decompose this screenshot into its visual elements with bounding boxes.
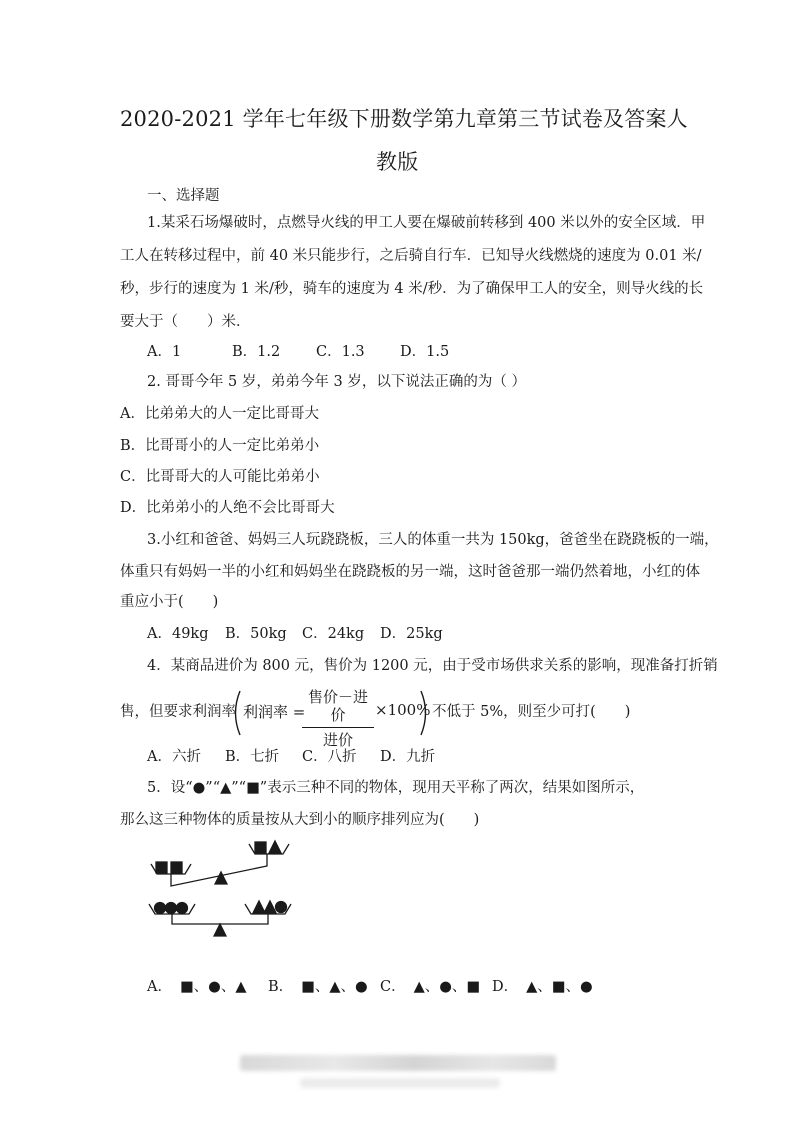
q1-option-c: C．1.3 — [316, 344, 365, 360]
q2-option-c: C．比哥哥大的人可能比弟弟小 — [120, 469, 320, 485]
right-paren — [419, 690, 431, 736]
blurred-watermark — [240, 1055, 556, 1071]
page-title-line-1: 2020-2021 学年七年级下册数学第九章第三节试卷及答案人 — [120, 107, 688, 131]
page-title-line-2: 教版 — [376, 150, 419, 174]
balance-1-fulcrum — [215, 872, 227, 884]
formula-percent: ×100% — [375, 701, 431, 719]
formula-lhs: 利润率 = — [243, 703, 306, 721]
q5-option-d — [492, 977, 593, 997]
q3-option-b: B．50kg — [225, 626, 287, 642]
q5-option-b-letter: B． — [268, 979, 294, 995]
q4-line-2-prefix: 售，但要求利润率 — [120, 704, 236, 720]
fraction-bar — [302, 727, 374, 728]
square-shape — [255, 842, 266, 853]
balance-2-fulcrum — [214, 924, 226, 936]
q3-line-2: 体重只有妈妈一半的小红和妈妈坐在跷跷板的另一端，这时爸爸那一端仍然着地，小红的体 — [120, 564, 700, 580]
q4-line-1: 4．某商品进价为 800 元，售价为 1200 元，由于受市场供求关系的影响，现准备打折销 — [147, 658, 718, 674]
q5-option-a — [147, 977, 247, 997]
triangle-shape — [264, 901, 276, 913]
q4-line-2-suffix: 不低于 5%，则至少可打( ) — [432, 704, 631, 720]
q5-option-c-value: ▲、●、■ — [413, 979, 481, 995]
formula-denominator: 进价 — [322, 731, 353, 749]
q2-option-d: D．比弟弟小的人绝不会比哥哥大 — [120, 500, 335, 516]
q4-option-a: A．六折 — [147, 749, 201, 765]
q3-option-c: C．24kg — [302, 626, 365, 642]
circle-shape — [177, 903, 188, 914]
q5-line-2: 那么这三种物体的质量按从大到小的顺序排列应为( ) — [120, 812, 480, 828]
formula-numerator: 售价－进价 — [307, 688, 368, 724]
q3-line-1: 3.小红和爸爸、妈妈三人玩跷跷板，三人的体重一共为 150kg，爸爸坐在跷跷板的一端， — [147, 532, 719, 548]
q5-option-c — [380, 977, 480, 997]
q2-option-b: B．比哥哥小的人一定比弟弟小 — [120, 438, 320, 454]
q3-option-d: D．25kg — [380, 626, 443, 642]
triangle-shape — [253, 901, 265, 913]
balance-figure — [145, 832, 305, 942]
q1-option-d: D．1.5 — [400, 344, 450, 360]
left-paren — [230, 690, 242, 736]
balance-2-beam — [172, 914, 268, 924]
q2-stem: 2. 哥哥今年 5 岁，弟弟今年 3 岁，以下说法正确的为（ ） — [147, 374, 526, 390]
q5-line-1: 5．设“●”“▲”“■”表示三种不同的物体，现用天平称了两次，结果如图所示， — [147, 780, 645, 796]
circle-shape — [155, 903, 166, 914]
q1-line-2: 工人在转移过程中，前 40 米只能步行，之后骑自行车．已知导火线燃烧的速度为 0.01 米/ — [120, 248, 702, 264]
q5-option-b — [268, 977, 368, 997]
q4-option-c: C．八折 — [302, 749, 357, 765]
q2-option-a: A．比弟弟大的人一定比哥哥大 — [120, 406, 319, 422]
q5-option-d-letter: D． — [492, 979, 519, 995]
q5-option-a-value: ■、●、▲ — [179, 979, 247, 995]
q5-option-d-value: ▲、■、● — [526, 979, 593, 995]
square-shape — [171, 862, 182, 873]
square-shape — [156, 862, 167, 873]
q5-option-b-value: ■、▲、● — [301, 979, 368, 995]
q3-option-a: A．49kg — [147, 626, 209, 642]
section-heading: 一、选择题 — [147, 188, 220, 204]
circle-shape — [166, 903, 177, 914]
formula-fraction — [302, 688, 374, 749]
q1-line-1: 1.某采石场爆破时，点燃导火线的甲工人要在爆破前转移到 400 米以外的安全区域．甲 — [147, 215, 706, 231]
q1-option-b: B．1.2 — [232, 344, 281, 360]
blurred-watermark-secondary — [300, 1078, 500, 1088]
balance-1 — [151, 841, 289, 886]
q1-option-a: A．1 — [147, 344, 182, 360]
circle-shape — [276, 902, 287, 913]
q4-option-d: D．九折 — [380, 749, 436, 765]
q3-line-3: 重应小于( ) — [120, 594, 219, 610]
q5-option-c-letter: C． — [380, 979, 406, 995]
q5-option-a-letter: A． — [147, 979, 172, 995]
q4-option-b: B．七折 — [225, 749, 280, 765]
q1-line-3: 秒，步行的速度为 1 米/秒，骑车的速度为 4 米/秒．为了确保甲工人的安全，则导火线的长 — [120, 281, 704, 297]
triangle-shape — [269, 841, 281, 853]
q1-line-4: 要大于（ ）米． — [120, 314, 251, 330]
balance-2 — [149, 901, 291, 936]
